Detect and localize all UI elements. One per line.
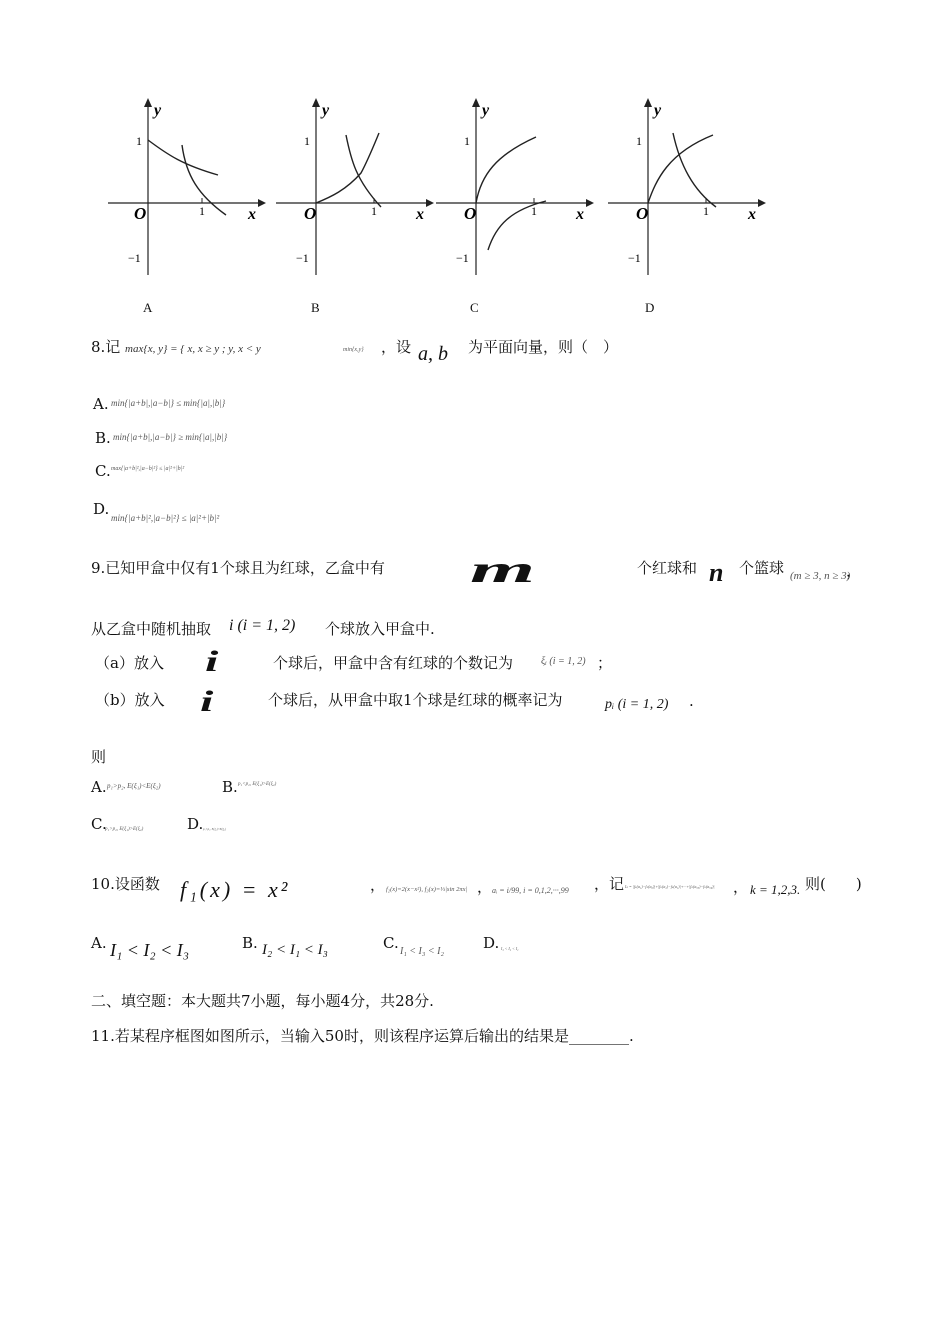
y-axis-label: y — [482, 102, 490, 119]
q9-b-i-symbol: i — [200, 685, 214, 718]
graph-c-caption: C — [470, 300, 479, 315]
q8-option-b-label: B. — [95, 429, 111, 447]
graph-a-caption: A — [143, 300, 153, 315]
q10-comma1: ， — [370, 876, 386, 894]
q9-m-symbol: m — [470, 549, 540, 591]
q8-option-a-label: A. — [93, 395, 109, 413]
q10-f23: f₂(x)=2(x−x²), f₃(x)=⅓|sin 2πx| — [386, 886, 468, 893]
graph-d-caption: D — [645, 300, 655, 315]
q8-prefix: 8.记 — [91, 338, 121, 356]
y-axis-label: y — [322, 102, 330, 119]
q9-line1-mid2: 个篮球 — [739, 559, 785, 577]
tick-one-y: 1 — [464, 134, 470, 148]
q10-option-b-text: I₂ < I₁ < I₃ — [262, 942, 328, 958]
tick-one-x: 1 — [199, 204, 205, 218]
origin-label: O — [304, 204, 317, 223]
tick-one-y: 1 — [636, 134, 642, 148]
x-axis-label: x — [248, 206, 256, 223]
q10-option-c-label: C. — [383, 934, 399, 952]
q8-option-d-label: D. — [93, 500, 110, 518]
q8-min-definition: min{x,y} — [343, 347, 364, 353]
tick-one-x: 1 — [703, 204, 709, 218]
q9-option-b-text: p₁<p₂, E(ξ₁)>E(ξ₂) — [238, 782, 277, 787]
q9-line1-end: ， — [846, 562, 862, 580]
q9-b-suffix: 个球后，从甲盒中取1个球是红球的概率记为 — [268, 691, 563, 709]
tick-one-y: 1 — [136, 134, 142, 148]
q10-option-a-label: A. — [91, 934, 107, 952]
q10-comma3: ， — [733, 878, 749, 896]
graph-c — [426, 95, 596, 285]
q9-option-b-label: B. — [222, 778, 238, 796]
q8-max-definition: max{x, y} = { x, x ≥ y ; y, x < y — [125, 343, 261, 355]
q10-option-b-label: B. — [242, 934, 258, 952]
q9-line2-prefix: 从乙盒中随机抽取 — [91, 620, 212, 638]
q9-b-end: . — [689, 692, 694, 710]
q9-b-math: pᵢ (i = 1, 2) — [605, 697, 669, 712]
q9-a-suffix: 个球后，甲盒中含有红球的个数记为 — [273, 654, 514, 672]
tick-minus-one-y: −1 — [128, 251, 141, 265]
tick-one-x: 1 — [371, 204, 377, 218]
q9-a-prefix: （a）放入 — [95, 654, 164, 672]
q9-then: 则 — [91, 748, 107, 766]
q10-krange: k = 1,2,3. — [750, 882, 801, 897]
q8-option-c-text: max{|a+b|²,|a−b|²} ≤ |a|²+|b|² — [111, 466, 185, 472]
x-axis-label: x — [576, 206, 584, 223]
q11-text: 11.若某程序框图如图所示，当输入50时，则该程序运算后输出的结果是________. — [91, 1027, 634, 1045]
q9-option-a-label: A. — [91, 778, 107, 796]
q10-option-d-text: I₃ < I₂ < I₁ — [501, 946, 519, 951]
tick-minus-one-y: −1 — [296, 251, 309, 265]
q10-option-c-text: I₁ < I₃ < I₂ — [400, 946, 444, 957]
q8-mid: ，设 — [381, 338, 412, 356]
q10-ai: aᵢ = i/99, i = 0,1,2,···,99 — [492, 886, 569, 895]
q10-comma2: ， — [477, 878, 493, 896]
q9-a-math: ξᵢ (i = 1, 2) — [541, 656, 586, 667]
q8-option-d-text: min{|a+b|²,|a−b|²} ≤ |a|²+|b|² — [111, 513, 220, 523]
q9-option-d-label: D. — [187, 815, 204, 833]
q10-option-d-label: D. — [483, 934, 500, 952]
q10-prefix: 10.设函数 — [91, 875, 160, 893]
q10-suffix: 则( ) — [805, 875, 862, 893]
q8-option-a-text: min{|a+b|,|a−b|} ≤ min{|a|,|b|} — [111, 398, 226, 408]
q8-suffix: 为平面向量，则（ ） — [468, 338, 619, 356]
origin-label: O — [464, 204, 477, 223]
q9-line1-prefix: 9.已知甲盒中仅有1个球且为红球，乙盒中有 — [91, 559, 385, 577]
origin-label: O — [636, 204, 649, 223]
graph-b-caption: B — [311, 300, 320, 315]
q10-option-a-text: I₁ < I₂ < I₃ — [110, 940, 190, 960]
y-axis-label: y — [154, 102, 162, 119]
tick-one-y: 1 — [304, 134, 310, 148]
q9-condition: (m ≥ 3, n ≥ 3) — [790, 570, 851, 582]
q10-mid: ，记 — [594, 875, 625, 893]
graph-a — [98, 95, 268, 285]
q9-a-i-symbol: i — [205, 645, 219, 678]
x-axis-label: x — [416, 206, 424, 223]
q10-ik: Iₖ = |fₖ(a₁)−fₖ(a₀)|+|fₖ(a₂)−fₖ(a₁)|+···+|fₖ(a₉₉)−fₖ(a₉₈)| — [625, 884, 715, 889]
q9-option-c-text: p₁>p₂, E(ξ₁)>E(ξ₂) — [105, 827, 144, 832]
q10-f1: f₁(x) = x² — [180, 877, 291, 902]
q8-option-c-label: C. — [95, 462, 111, 480]
y-axis-label: y — [654, 102, 662, 119]
q9-n-symbol: n — [709, 558, 724, 587]
q9-line2-suffix: 个球放入甲盒中. — [325, 620, 435, 638]
q9-line1-mid: 个红球和 — [637, 559, 698, 577]
q8-option-b-text: min{|a+b|,|a−b|} ≥ min{|a|,|b|} — [113, 432, 228, 442]
q9-option-a-text: p₁>p₂, E(ξ₁)<E(ξ₂) — [107, 782, 161, 790]
tick-minus-one-y: −1 — [456, 251, 469, 265]
q9-a-end: ； — [597, 654, 613, 672]
q9-option-c-label: C. — [91, 815, 107, 833]
section-2-heading: 二、填空题：本大题共7小题，每小题4分，共28分. — [91, 992, 434, 1010]
graph-b — [266, 95, 436, 285]
tick-minus-one-y: −1 — [628, 251, 641, 265]
q9-option-d-text: p₁<p₂, E(ξ₁)<E(ξ₂) — [203, 827, 226, 831]
graph-d — [598, 95, 768, 285]
q8-vectors: a, b — [418, 343, 448, 365]
tick-one-x: 1 — [531, 204, 537, 218]
x-axis-label: x — [748, 206, 756, 223]
q9-b-prefix: （b）放入 — [95, 691, 165, 709]
origin-label: O — [134, 204, 147, 223]
q9-line2-math: i (i = 1, 2) — [229, 617, 296, 634]
